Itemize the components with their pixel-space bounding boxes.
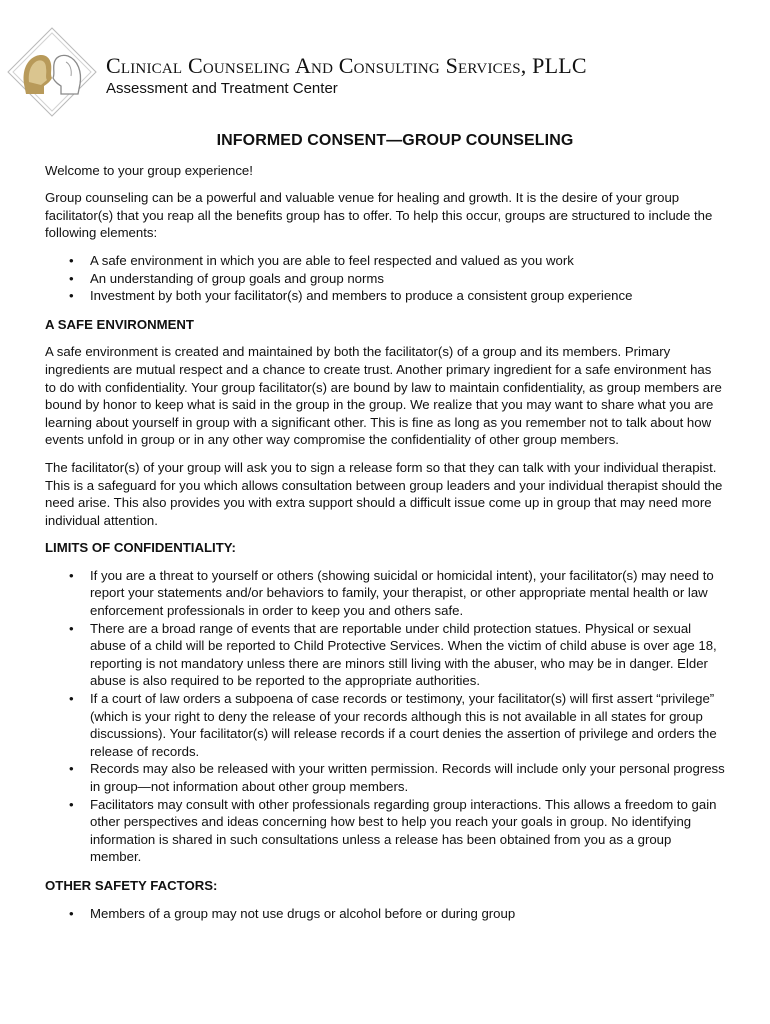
document-body — [45, 132, 725, 933]
section-heading-safe-environment: A SAFE ENVIRONMENT — [45, 316, 194, 332]
list-item: • If a court of law orders a subpoena of case records or testimony, your facilitator(s) will first assert “privilege” (which is your right to deny the release of your records although this is not available in all states for group discussions). Your facilitator(s) will release records if a court denies the assertion of privilege and orders the release of records. — [90, 690, 725, 760]
list-item: • Records may also be released with your written permission. Records will include only your personal progress in group—not information about other group members. — [90, 760, 725, 795]
intro-paragraph: Group counseling can be a powerful and valuable venue for healing and growth. It is the desire of your group facilitator(s) that you reap all the benefits group has to offer. To help this occur, groups are structured to include the following elements: — [45, 190, 713, 241]
list-item: • If you are a threat to yourself or others (showing suicidal or homicidal intent), your facilitator(s) may need to report your statements and/or behaviors to family, your therapist, or other appropriate mental health or law enforcement professionals in order to keep you and others safe. — [90, 567, 725, 620]
section-heading-other-safety: OTHER SAFETY FACTORS: — [45, 877, 218, 893]
list-item: • Investment by both your facilitator(s) and members to produce a consistent group experience — [90, 287, 725, 305]
list-item: • There are a broad range of events that are reportable under child protection statues. Physical or sexual abuse of a child will be reported to Child Protective Services. When the victim of child abuse is over age 18, reporting is not mandatory unless there are minors still living with the abuser, who may be in danger. Elder abuse is also required to be reported to the appropriate authorities. — [90, 620, 725, 690]
org-name: Clinical Counseling And Consulting Services, PLLC — [106, 53, 587, 78]
welcome-text: Welcome to your group experience! — [45, 162, 253, 178]
other-safety-list — [45, 905, 725, 923]
list-item: • A safe environment in which you are able to feel respected and valued as you work — [90, 252, 725, 270]
safe-paragraph-2: The facilitator(s) of your group will ask you to sign a release form so that they can talk with your individual therapist. This is a safeguard for you which allows consultation between group leaders and your individual therapist should the need arise. This also provides you with extra support should a difficult issue come up in group that may need more individual attention. — [45, 459, 723, 528]
list-item: • Members of a group may not use drugs or alcohol before or during group — [90, 905, 725, 923]
list-item: • Facilitators may consult with other professionals regarding group interactions. This allows a freedom to gain other perspectives and ideas concerning how best to help you reach your goals in group. No identifying information is shared in such consultations unless a release has been obtained from you as a group member. — [90, 796, 725, 866]
document-title: INFORMED CONSENT—GROUP COUNSELING — [216, 132, 574, 149]
company-logo-icon — [4, 24, 100, 120]
section-heading-limits: LIMITS OF CONFIDENTIALITY: — [45, 540, 236, 556]
org-subtitle: Assessment and Treatment Center — [106, 80, 338, 97]
list-item: • An understanding of group goals and group norms — [90, 270, 725, 288]
safe-paragraph-1: A safe environment is created and maintained by both the facilitator(s) of a group and its members. Primary ingredients are mutual respect and a chance to create trust. Another primary ingredient for a safe environment has to do with confidentiality. Your group facilitator(s) are bound by law to maintain confidentiality, as group members are bound by honor to keep what is said in the group in the group. We realize that you may want to share what you are learning about yourself in group with a significant other. This is fine as long as you remember not to talk about how events unfold in group or in any other way compromise the confidentiality of other group members. — [45, 344, 722, 448]
limits-list — [45, 567, 725, 866]
elements-list — [45, 252, 725, 305]
